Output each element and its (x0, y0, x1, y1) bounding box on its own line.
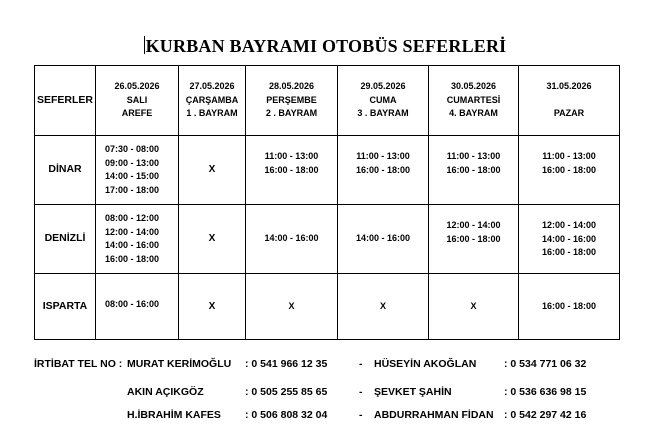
table-cell (179, 274, 246, 340)
row-header: DİNAR (35, 136, 96, 205)
time-slot: 14:00 - 15:00 (105, 171, 160, 181)
contact-phone: : 0 505 255 85 65 (245, 386, 328, 398)
no-service-mark: X (208, 233, 216, 245)
time-slot: 14:00 - 16:00 (264, 233, 319, 244)
contact-row (0, 409, 650, 427)
contact-phone: : 0 536 636 98 15 (504, 386, 587, 398)
column-day: PERŞEMBE (266, 94, 317, 105)
corner-header: SEFERLER (35, 66, 96, 136)
time-slot: 14:00 - 16:00 (355, 233, 411, 244)
table-cell (179, 205, 246, 274)
column-note: 1 . BAYRAM (186, 108, 238, 119)
no-service-mark: X (208, 300, 216, 312)
column-day: SALI (126, 94, 148, 105)
column-header (246, 66, 338, 136)
schedule-table (34, 65, 620, 340)
page-title-text: KURBAN BAYRAMI OTOBÜS SEFERLERİ (145, 36, 507, 56)
time-slot: 14:00 - 16:00 (105, 240, 160, 250)
column-date: 29.05.2026 (360, 81, 406, 92)
column-date: 26.05.2026 (114, 81, 160, 92)
table-cell (246, 205, 338, 274)
no-service-mark: X (470, 300, 477, 311)
separator: - (359, 386, 363, 398)
table-cell (246, 136, 338, 205)
contact-phone: : 0 542 297 42 16 (504, 409, 587, 421)
column-note: 3 . BAYRAM (357, 108, 409, 119)
time-slot: 16:00 - 18:00 (355, 164, 411, 175)
separator: - (359, 358, 363, 370)
time-slot: 09:00 - 13:00 (105, 157, 160, 168)
contact-phone: : 0 541 966 12 35 (245, 358, 328, 370)
table-cell (246, 274, 338, 340)
time-slot: 08:00 - 16:00 (105, 299, 160, 309)
column-day: CUMA (369, 94, 397, 105)
time-slot: 16:00 - 18:00 (446, 233, 501, 244)
column-header (179, 66, 246, 136)
time-slot: 16:00 - 18:00 (541, 300, 597, 311)
table-cell (179, 136, 246, 205)
time-slot: 08:00 - 12:00 (105, 213, 160, 223)
time-slot: 16:00 - 18:00 (541, 164, 597, 175)
contact-name: HÜSEYİN AKOĞLAN (374, 358, 477, 370)
time-slot: 12:00 - 14:00 (446, 220, 501, 230)
column-header (429, 66, 519, 136)
row-header: ISPARTA (35, 274, 96, 340)
table-row (35, 136, 620, 205)
column-note: 2 . BAYRAM (265, 108, 318, 119)
no-service-mark: X (288, 300, 295, 311)
time-slot: 14:00 - 16:00 (541, 233, 597, 244)
contact-phone: : 0 506 808 32 04 (245, 409, 328, 421)
column-note: PAZAR (553, 108, 585, 119)
table-row (35, 205, 620, 274)
time-slot: 11:00 - 13:00 (542, 151, 596, 161)
time-slot: 12:00 - 14:00 (105, 226, 160, 237)
table-cell (338, 205, 429, 274)
table-row (35, 274, 620, 340)
table-cell (429, 274, 519, 340)
column-date: 31.05.2026 (546, 81, 592, 92)
no-service-mark: X (379, 300, 386, 311)
column-day: ÇARŞAMBA (185, 94, 239, 105)
time-slot: 16:00 - 18:00 (446, 164, 501, 175)
table-cell (429, 205, 519, 274)
table-cell (519, 205, 620, 274)
table-cell (96, 136, 179, 205)
time-slot: 11:00 - 13:00 (264, 151, 319, 161)
table-cell (429, 136, 519, 205)
contact-row (0, 386, 650, 404)
no-service-mark: X (208, 164, 216, 176)
time-slot: 16:00 - 18:00 (105, 253, 160, 264)
contact-name: AKIN AÇIKGÖZ (127, 386, 204, 398)
text-cursor (144, 36, 145, 54)
time-slot: 17:00 - 18:00 (105, 184, 160, 195)
table-cell (338, 136, 429, 205)
time-slot: 16:00 - 18:00 (541, 247, 597, 257)
table-cell (96, 205, 179, 274)
column-note: AREFE (121, 108, 153, 119)
time-slot: 11:00 - 13:00 (356, 151, 410, 161)
column-note: 4. BAYRAM (449, 108, 498, 119)
table-cell (338, 274, 429, 340)
table-header-row (35, 66, 620, 136)
time-slot: 07:30 - 08:00 (105, 144, 160, 154)
contact-row (0, 358, 650, 376)
column-header (96, 66, 179, 136)
column-date: 30.05.2026 (450, 81, 497, 92)
contact-name: ABDURRAHMAN FİDAN (374, 409, 494, 421)
contact-phone: : 0 534 771 06 32 (504, 358, 587, 370)
column-day (519, 94, 619, 108)
table-cell (519, 274, 620, 340)
time-slot: 12:00 - 14:00 (541, 220, 597, 230)
table-cell (96, 274, 179, 340)
time-slot: 16:00 - 18:00 (264, 164, 319, 175)
page-title (0, 36, 650, 57)
row-header: DENİZLİ (35, 205, 96, 274)
column-header (338, 66, 429, 136)
contact-name: MURAT KERİMOĞLU (127, 358, 232, 370)
contact-header: İRTİBAT TEL NO : (34, 358, 123, 370)
column-day: CUMARTESİ (446, 94, 501, 105)
separator: - (359, 409, 363, 421)
column-date: 28.05.2026 (268, 81, 315, 92)
column-header (519, 66, 620, 136)
contact-name: ŞEVKET ŞAHİN (374, 386, 452, 398)
table-cell (519, 136, 620, 205)
time-slot: 11:00 - 13:00 (446, 151, 501, 161)
column-date: 27.05.2026 (189, 81, 235, 92)
contact-name: H.İBRAHİM KAFES (127, 409, 221, 421)
